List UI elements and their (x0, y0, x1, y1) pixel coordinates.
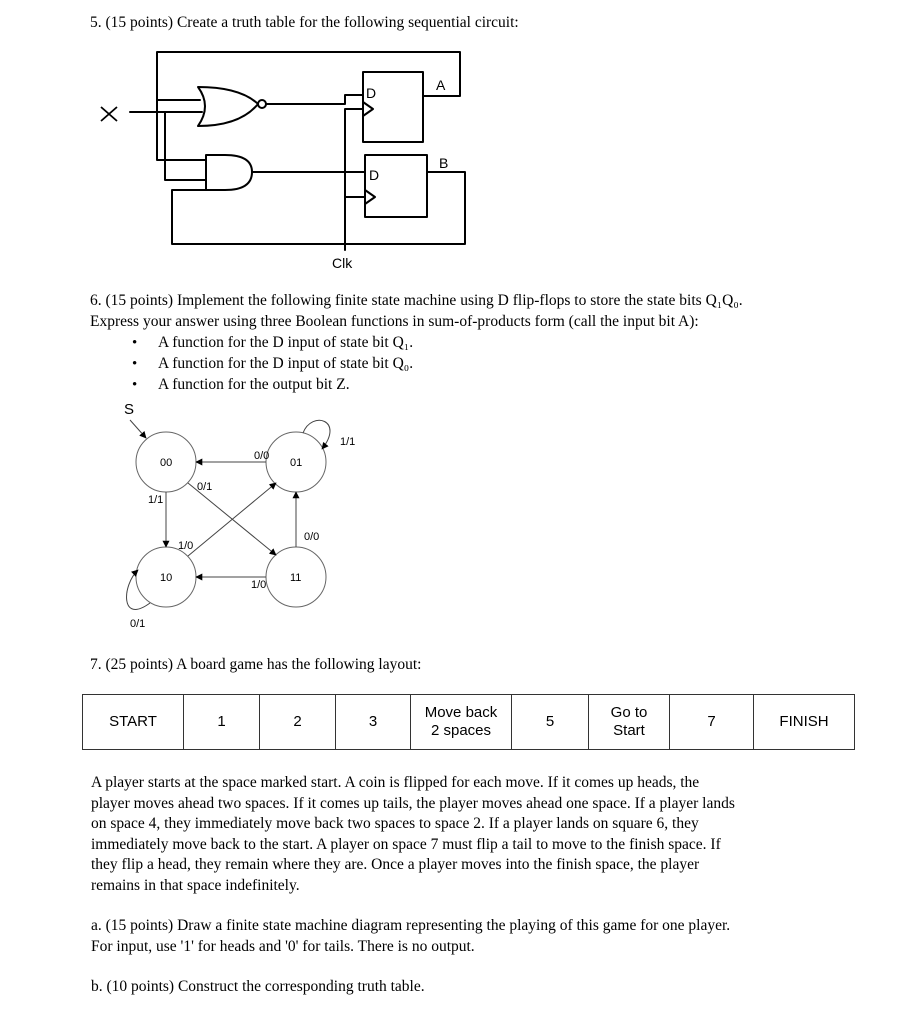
q7-paragraph-line: remains in that space indefinitely. (91, 876, 300, 894)
q7-paragraph-line: they flip a head, they remain where they are. Once a player moves into the finish space, the player (91, 856, 700, 873)
q7-part-b: b. (10 points) Construct the corresponding truth table. (91, 978, 425, 995)
board-cell-6: Go to Start (589, 695, 670, 750)
board-cell-2: 2 (260, 695, 336, 750)
board-cell-4: Move back 2 spaces (411, 695, 512, 750)
q7-paragraph-line: immediately move back to the start. A player on space 7 must flip a tail to move to the finish space. If (91, 835, 721, 853)
q7-paragraph-line: A player starts at the space marked start. A coin is flipped for each move. If it comes up heads, the (91, 774, 700, 791)
start-label: S (124, 401, 135, 418)
q6-bullet-1: • A function for the D input of state bit Q₁. (158, 333, 413, 353)
q5-heading: 5. (15 points) Create a truth table for the following sequential circuit: (90, 14, 519, 31)
edge-10-self-label: 0/1 (130, 618, 146, 630)
board-cell-5: 5 (512, 695, 589, 750)
q7-part-a-line: a. (15 points) Draw a finite state machine diagram representing the playing of this game for one player. (91, 917, 731, 934)
edge-11-10-label: 1/0 (251, 579, 267, 591)
ff-top-a-label: A (436, 77, 446, 93)
ff-top-d-label: D (366, 85, 377, 101)
edge-00-10-label: 1/1 (148, 494, 164, 506)
inverter-bubble (258, 100, 266, 108)
ff-bottom-d-label: D (369, 167, 380, 183)
board-table (82, 694, 855, 750)
board-cell-7: 7 (670, 695, 754, 750)
q7-part-a (91, 916, 730, 957)
clock-label: Clk (332, 255, 353, 271)
edge-10-01-label: 1/0 (178, 540, 194, 552)
state-00-label: 00 (160, 457, 173, 469)
edge-11-01-label: 0/0 (304, 531, 320, 543)
x-input-label (101, 107, 117, 121)
edge-00-11-label: 0/1 (197, 481, 213, 493)
ff-top (363, 72, 423, 142)
q6-line1: 6. (15 points) Implement the following finite state machine using D flip-flops to store the state bits Q₁Q₀. (90, 292, 743, 309)
ff-bottom (365, 155, 427, 217)
state-10-label: 10 (160, 572, 173, 584)
q7-paragraph-line: player moves ahead two spaces. If it comes up tails, the player moves ahead one space. If a player lands (91, 794, 735, 812)
q7-paragraph-line: on space 4, they immediately move back two spaces to space 2. If a player lands on square 6, they (91, 815, 699, 832)
q6-bullet-2: • A function for the D input of state bit Q₀. (158, 354, 413, 374)
q6-bullet-3: • A function for the output bit Z. (158, 375, 350, 395)
board-cell-finish: FINISH (754, 695, 855, 750)
or-gate (198, 87, 258, 126)
state-11-label: 11 (290, 572, 302, 584)
edge-01-self-label: 1/1 (340, 436, 356, 448)
state-01-label: 01 (290, 457, 303, 469)
board-cell-start: START (83, 695, 184, 750)
ff-bottom-b-label: B (439, 155, 449, 171)
q7-paragraph (91, 773, 735, 896)
q6-line2: Express your answer using three Boolean functions in sum-of-products form (call the input bit A): (90, 313, 699, 330)
edge-01-00-label: 0/0 (254, 450, 270, 462)
q7-heading: 7. (25 points) A board game has the following layout: (90, 656, 422, 673)
q7-part-a-line: For input, use '1' for heads and '0' for tails. There is no output. (91, 937, 475, 955)
board-cell-3: 3 (336, 695, 411, 750)
and-gate (206, 155, 252, 190)
board-cell-1: 1 (184, 695, 260, 750)
